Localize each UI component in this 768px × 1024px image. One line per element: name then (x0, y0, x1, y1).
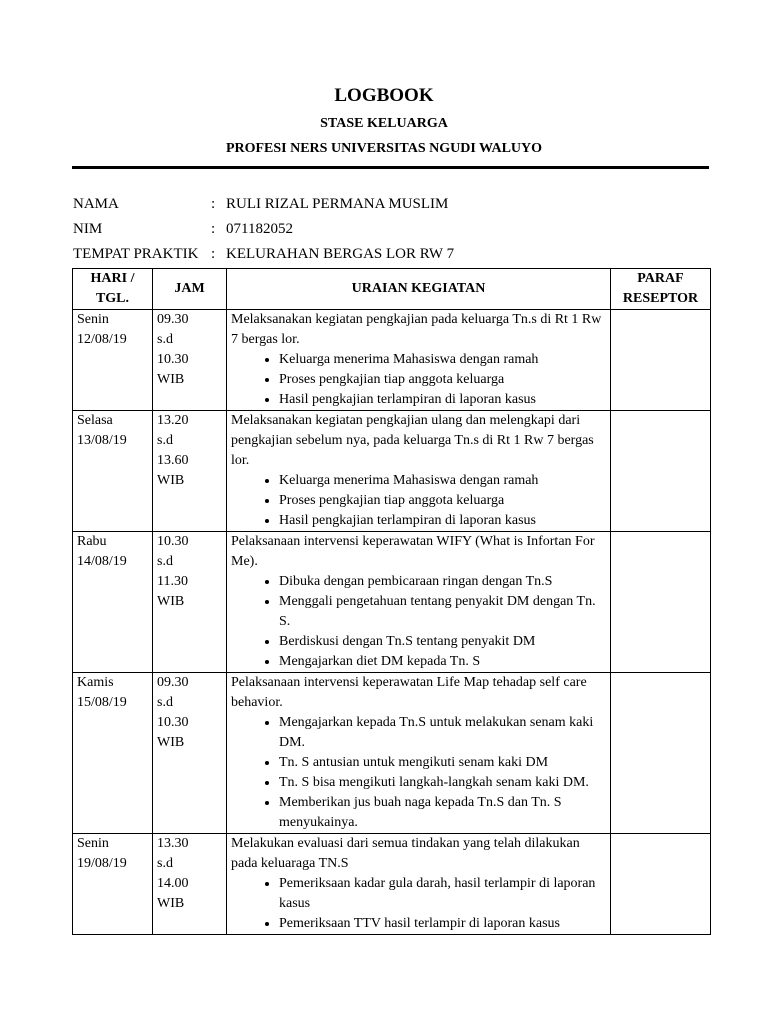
document-subtitle: STASE KELUARGA (320, 116, 448, 131)
activity-description: Melaksanakan kegiatan pengkajian pada keluarga Tn.s di Rt 1 Rw 7 bergas lor. (231, 312, 602, 347)
date: 14/08/19 (77, 554, 127, 569)
activity-bullet: • Tn. S bisa mengikuti langkah-langkah senam kaki DM. (279, 773, 606, 793)
activity-bullet: • Dibuka dengan pembicaraan ringan dengan Tn.S (279, 572, 606, 592)
time-zone: WIB (157, 735, 185, 750)
table-row (73, 834, 711, 935)
day-date-cell (73, 532, 153, 673)
time-cell (153, 310, 227, 411)
paraf-cell (611, 411, 711, 532)
table-row (73, 310, 711, 411)
info-label: NIM (73, 221, 103, 237)
day-date-cell (73, 673, 153, 834)
time-end: 11.30 (157, 574, 188, 589)
date: 19/08/19 (77, 856, 127, 871)
paraf-cell (611, 834, 711, 935)
activity-bullet: • Hasil pengkajian terlampiran di laporan kasus (279, 390, 606, 410)
info-colon: : (211, 196, 216, 212)
time-start: 13.30 (157, 836, 189, 851)
time-cell (153, 834, 227, 935)
activity-bullets (231, 471, 606, 531)
time-start: 10.30 (157, 534, 189, 549)
time-zone: WIB (157, 372, 185, 387)
header-hari: HARI / TGL. (73, 269, 153, 310)
time-end: 14.00 (157, 876, 189, 891)
time-zone: WIB (157, 594, 185, 609)
activity-bullet: • Proses pengkajian tiap anggota keluarga (279, 370, 606, 390)
institution-name: PROFESI NERS UNIVERSITAS NGUDI WALUYO (225, 141, 543, 156)
day-date-cell (73, 310, 153, 411)
time-end: 10.30 (157, 715, 189, 730)
activity-bullet: • Mengajarkan kepada Tn.S untuk melakukan senam kaki DM. (279, 713, 606, 753)
time-sd: s.d (157, 695, 173, 710)
date: 12/08/19 (77, 332, 127, 347)
activity-bullet: • Berdiskusi dengan Tn.S tentang penyakit DM (279, 632, 606, 652)
date: 15/08/19 (77, 695, 127, 710)
activity-bullet: • Mengajarkan diet DM kepada Tn. S (279, 652, 606, 672)
header-uraian: URAIAN KEGIATAN (227, 269, 611, 310)
table-row (73, 673, 711, 834)
info-label: NAMA (73, 196, 119, 212)
info-label: TEMPAT PRAKTIK (73, 246, 199, 262)
activity-bullets (231, 713, 606, 833)
day: Kamis (77, 675, 114, 690)
activity-bullet: • Memberikan jus buah naga kepada Tn.S dan Tn. S menyukainya. (279, 793, 606, 833)
table-row (73, 532, 711, 673)
paraf-cell (611, 673, 711, 834)
activity-bullet: • Pemeriksaan kadar gula darah, hasil terlampir di laporan kasus (279, 874, 606, 914)
activity-bullets (231, 874, 606, 934)
paraf-cell (611, 532, 711, 673)
logbook-table (72, 268, 711, 935)
day-date-cell (73, 411, 153, 532)
activity-bullet: • Keluarga menerima Mahasiswa dengan ramah (279, 350, 606, 370)
info-value: KELURAHAN BERGAS LOR RW 7 (226, 246, 455, 262)
header-divider (72, 166, 709, 169)
activity-cell (227, 532, 611, 673)
activity-description: Pelaksanaan intervensi keperawatan Life Map tehadap self care behavior. (231, 675, 587, 710)
day: Senin (77, 312, 109, 327)
time-start: 09.30 (157, 312, 189, 327)
time-cell (153, 532, 227, 673)
time-start: 13.20 (157, 413, 189, 428)
info-value: 071182052 (226, 221, 293, 237)
time-sd: s.d (157, 433, 173, 448)
time-sd: s.d (157, 554, 173, 569)
header-jam: JAM (153, 269, 227, 310)
time-zone: WIB (157, 896, 185, 911)
activity-bullets (231, 572, 606, 672)
table-row (73, 411, 711, 532)
header-paraf: PARAF RESEPTOR (611, 269, 711, 310)
time-end: 10.30 (157, 352, 189, 367)
activity-bullet: • Hasil pengkajian terlampiran di laporan kasus (279, 511, 606, 531)
time-sd: s.d (157, 856, 173, 871)
activity-bullet: • Pemeriksaan TTV hasil terlampir di laporan kasus (279, 914, 606, 934)
day: Senin (77, 836, 109, 851)
activity-cell (227, 673, 611, 834)
activity-bullet: • Menggali pengetahuan tentang penyakit DM dengan Tn. S. (279, 592, 606, 632)
paraf-cell (611, 310, 711, 411)
activity-cell (227, 310, 611, 411)
info-value: RULI RIZAL PERMANA MUSLIM (226, 196, 449, 212)
activity-bullet: • Proses pengkajian tiap anggota keluarga (279, 491, 606, 511)
time-cell (153, 673, 227, 834)
time-end: 13.60 (157, 453, 189, 468)
activity-bullets (231, 350, 606, 410)
table-header-row (73, 269, 711, 310)
day: Selasa (77, 413, 113, 428)
activity-description: Melaksanakan kegiatan pengkajian ulang dan melengkapi dari pengkajian sebelum nya, pada keluarga Tn.s di Rt 1 Rw 7 bergas lor. (231, 413, 594, 468)
day-date-cell (73, 834, 153, 935)
activity-bullet: • Tn. S antusian untuk mengikuti senam kaki DM (279, 753, 606, 773)
activity-cell (227, 834, 611, 935)
day: Rabu (77, 534, 107, 549)
document-title: LOGBOOK (334, 85, 434, 106)
info-colon: : (211, 221, 216, 237)
time-sd: s.d (157, 332, 173, 347)
time-zone: WIB (157, 473, 185, 488)
date: 13/08/19 (77, 433, 127, 448)
time-start: 09.30 (157, 675, 189, 690)
activity-description: Melakukan evaluasi dari semua tindakan yang telah dilakukan pada keluaraga TN.S (231, 836, 580, 871)
activity-bullet: • Keluarga menerima Mahasiswa dengan ramah (279, 471, 606, 491)
activity-cell (227, 411, 611, 532)
info-colon: : (211, 246, 216, 262)
time-cell (153, 411, 227, 532)
activity-description: Pelaksanaan intervensi keperawatan WIFY (What is Infortan For Me). (231, 534, 595, 569)
